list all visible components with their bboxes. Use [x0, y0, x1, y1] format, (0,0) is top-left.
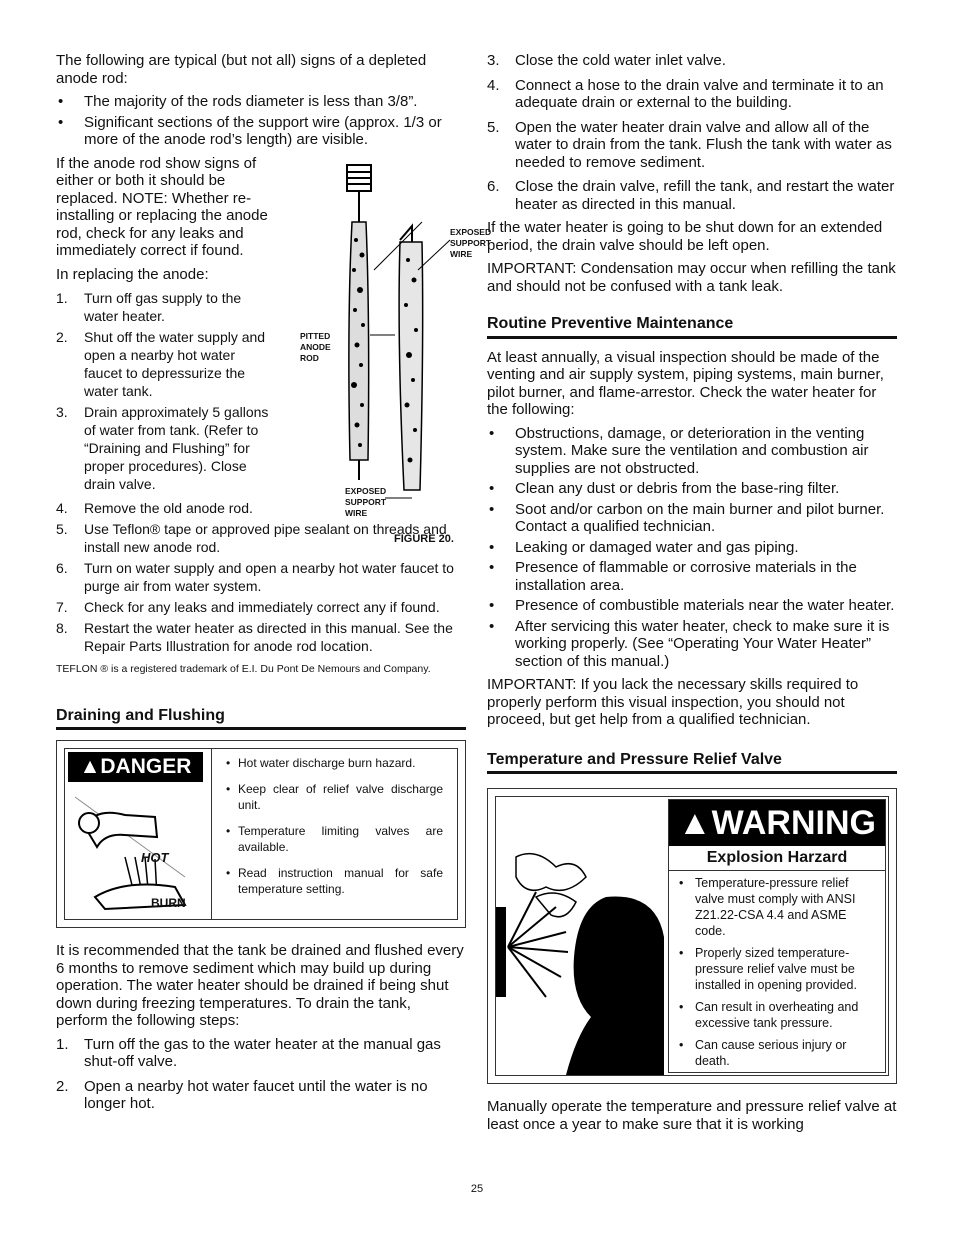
anode-rod-figure [300, 160, 492, 545]
replace-steps-narrow [56, 289, 274, 493]
danger-label [56, 740, 466, 928]
list-item: • Presence of combustible materials near the water heater. [489, 597, 895, 614]
list-item: • Properly sized temperature-pressure relief valve must be installed in opening provided. [679, 945, 857, 992]
list-item: 4. Remove the old anode rod. [56, 500, 253, 516]
teflon-trademark: TEFLON ® is a registered trademark of E.I. Du Pont De Nemours and Company. [56, 663, 431, 675]
important-condensation: IMPORTANT: Condensation may occur when refilling the tank and should not be confused with a tank leak. [487, 260, 896, 295]
list-item: 5. Use Teflon® tape or approved pipe sealant on threads and install new anode rod. [56, 521, 447, 555]
list-item: 2. Shut off the water supply and open a nearby hot water faucet to depressurize the water tank. [56, 329, 266, 399]
list-item: • The majority of the rods diameter is less than 3/8”. [58, 93, 418, 110]
danger-banner: ▲DANGER [68, 752, 203, 782]
label-exposed-wire-bottom: EXPOSED SUPPORT WIRE [345, 486, 387, 518]
drain-steps-left [56, 1036, 466, 1113]
routine-paragraph: At least annually, a visual inspection should be made of the venting and air supply system, piping systems, main burner, pilot burner, and flame-arrestor. Check the water heater for the following: [487, 348, 884, 418]
shutdown-paragraph: If the water heater is going to be shut down for an extended period, the drain valve should be left open. [487, 219, 883, 254]
list-item: • After servicing this water heater, check to make sure it is working properly. (See “Operating Your Water Heater” section of this manual.) [489, 617, 890, 670]
burn-label: BURN [151, 896, 186, 910]
list-item: 2. Open a nearby hot water faucet until the water is no longer hot. [56, 1077, 428, 1112]
alert-triangle-icon: ▲ [678, 804, 712, 842]
explosion-pictogram [496, 797, 666, 1075]
list-item: 5. Open the water heater drain valve and allow all of the water to drain from the tank. Flush the tank with water as needed to remove sediment. [487, 118, 892, 171]
hot-water-burn-pictogram [65, 749, 212, 919]
list-item: 1. Turn off the gas to the water heater at the manual gas shut-off valve. [56, 1035, 441, 1070]
replace-note: If the anode rod show signs of either or both it should be replaced. NOTE: Whether re-installing or replacing the anode rod, check for any leaks and immediately correct if found. [56, 154, 268, 259]
list-item: • Read instruction manual for safe temperature setting. [226, 866, 443, 896]
list-item: • Can result in overheating and excessive tank pressure. [679, 999, 859, 1030]
list-item: • Clean any dust or debris from the base-ring filter. [489, 480, 840, 497]
list-item: • Hot water discharge burn hazard. [226, 756, 416, 770]
list-item: • Can cause serious injury or death. [679, 1037, 847, 1068]
list-item: 6. Close the drain valve, refill the tank, and restart the water heater as directed in this manual. [487, 178, 895, 213]
anode-rod-illustration [300, 160, 470, 500]
list-item: • Leaking or damaged water and gas piping. [489, 538, 799, 556]
list-item: • Soot and/or carbon on the main burner and pilot burner. Contact a qualified technician. [489, 500, 885, 535]
left-column [56, 52, 492, 1119]
warning-text-panel [668, 799, 886, 1073]
depleted-rod [399, 242, 423, 490]
list-item: 3. Drain approximately 5 gallons of water from tank. (Refer to “Draining and Flushing” for proper procedures). Close drain valve. [56, 404, 269, 492]
routine-items [487, 425, 897, 671]
list-item: 7. Check for any leaks and immediately correct any if found. [56, 599, 440, 615]
list-item: 4. Connect a hose to the drain valve and terminate it to an adequate drain or external to the building. [487, 76, 884, 111]
warning-label [487, 788, 897, 1084]
list-item: • Keep clear of relief valve discharge unit. [226, 782, 443, 812]
warning-subtitle: Explosion Harzard [669, 846, 885, 871]
routine-heading: Routine Preventive Maintenance [487, 315, 897, 339]
list-item: • Temperature limiting valves are available. [226, 824, 443, 854]
list-item: 1. Turn off gas supply to the water heater. [56, 290, 242, 324]
page-number: 25 [470, 1183, 484, 1195]
list-item: 6. Turn on water supply and open a nearby hot water faucet to purge air from water system. [56, 560, 454, 594]
tp-valve-heading: Temperature and Pressure Relief Valve [487, 751, 897, 775]
figure-caption: FIGURE 20. [394, 533, 454, 545]
manual-operate-paragraph: Manually operate the temperature and pressure relief valve at least once a year to make sure that it is working [487, 1098, 897, 1133]
list-item: • Temperature-pressure relief valve must comply with ANSI Z21.22-CSA 4.4 and ASME code. [679, 875, 856, 938]
list-item: • Obstructions, damage, or deterioration in the venting system. Make sure the ventilation and combustion air supplies are not obstructed. [489, 424, 869, 477]
warning-banner: ▲WARNING [669, 800, 885, 846]
anode-signs-list [56, 93, 466, 149]
right-column [487, 52, 897, 1139]
list-item: • Presence of flammable or corrosive materials in the installation area. [489, 559, 857, 594]
explosion-person-icon [496, 797, 666, 1075]
replace-steps-wide [56, 499, 466, 655]
draining-heading: Draining and Flushing [56, 707, 466, 731]
list-item: 8. Restart the water heater as directed in this manual. See the Repair Parts Illustration for anode rod location. [56, 620, 453, 654]
warning-items [669, 871, 885, 1069]
hot-label: HOT [141, 850, 169, 865]
label-pitted-rod: PITTED ANODE ROD [300, 331, 331, 363]
drain-paragraph: It is recommended that the tank be drained and flushed every 6 months to remove sediment which may build up during operation. The water heater should be drained if being shut down during freezing temperatures. To drain the tank, perform the following steps: [56, 942, 464, 1029]
replacing-intro: In replacing the anode: [56, 265, 209, 283]
anode-intro: The following are typical (but not all) signs of a depleted anode rod: [56, 52, 427, 87]
important-skills: IMPORTANT: If you lack the necessary skills required to properly perform this visual inspection, you should not proceed, but get help from a qualified technician. [487, 676, 859, 728]
list-item: • Significant sections of the support wire (approx. 1/3 or more of the anode rod’s length) are visible. [58, 113, 442, 148]
drain-steps-right [487, 52, 897, 213]
label-exposed-wire-top: EXPOSED SUPPORT WIRE [450, 227, 492, 259]
danger-items [212, 749, 457, 919]
alert-triangle-icon: ▲ [79, 755, 101, 778]
list-item: 3. Close the cold water inlet valve. [487, 52, 726, 69]
faucet-hand-icon [65, 787, 211, 917]
